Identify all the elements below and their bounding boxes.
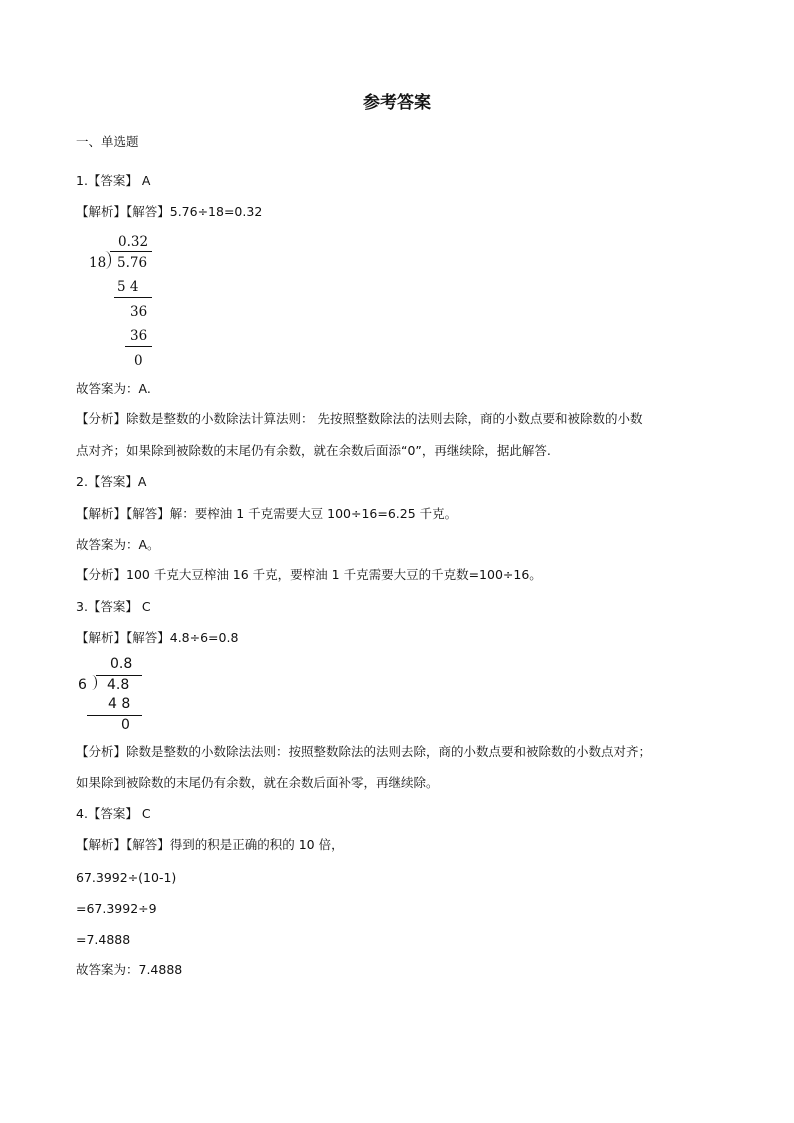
- q4-calc-line-1: 67.3992÷(10-1): [76, 870, 177, 885]
- q4-answer: 4.【答案】 C: [76, 806, 151, 821]
- q1-division-bar: [110, 251, 152, 252]
- q2-note: 【分析】100 千克大豆榨油 16 千克，要榨油 1 千克需要大豆的千克数=100÷16。: [76, 567, 542, 582]
- q3-quotient: 0.8: [110, 656, 133, 672]
- q2-analysis: 【解析】【解答】解：要榨油 1 千克需要大豆 100÷16=6.25 千克。: [76, 506, 458, 521]
- q1-analysis: 【解析】【解答】5.76÷18=0.32: [76, 204, 263, 219]
- q3-remainder: 0: [121, 717, 130, 733]
- q4-calc-line-2: =67.3992÷9: [76, 901, 157, 916]
- q1-subtract-line-2: [125, 346, 152, 347]
- q1-divisor: 18: [89, 255, 107, 271]
- q1-subtract-line-1: [114, 297, 152, 298]
- q4-calc-line-3: =7.4888: [76, 932, 131, 947]
- q1-dividend: 5.76: [117, 255, 148, 271]
- q1-quotient: 0.32: [118, 234, 149, 250]
- q3-product-1: 4 8: [108, 696, 131, 712]
- q3-analysis: 【解析】【解答】4.8÷6=0.8: [76, 630, 239, 645]
- q1-conclusion: 故答案为：A.: [76, 381, 151, 396]
- q4-analysis: 【解析】【解答】得到的积是正确的积的 10 倍，: [76, 837, 344, 852]
- q3-note-line-1: 【分析】除数是整数的小数除法法则：按照整数除法的法则去除，商的小数点要和被除数的小数点对齐；: [76, 744, 652, 759]
- q1-product-2: 36: [130, 328, 148, 344]
- q3-division-bracket: [90, 675, 97, 690]
- q3-dividend: 4.8: [107, 677, 130, 693]
- q1-note-line-1: 【分析】除数是整数的小数除法计算法则： 先按照整数除法的法则去除，商的小数点要和被除数的小数: [76, 411, 643, 426]
- q3-subtract-line: [87, 715, 142, 716]
- q3-division-bar: [96, 675, 142, 676]
- q1-remainder-2: 0: [134, 353, 143, 369]
- q3-divisor: 6: [78, 677, 87, 693]
- q1-remainder-1: 36: [130, 304, 148, 320]
- q4-conclusion: 故答案为：7.4888: [76, 962, 183, 977]
- page-title: 参考答案: [363, 93, 431, 113]
- section-heading: 一、单选题: [76, 134, 139, 149]
- q1-note-line-2: 点对齐；如果除到被除数的末尾仍有余数，就在余数后面添“0”，再继续除，据此解答.: [76, 443, 551, 458]
- q3-note-line-2: 如果除到被除数的末尾仍有余数，就在余数后面补零，再继续除。: [76, 775, 439, 790]
- q2-conclusion: 故答案为：A。: [76, 537, 160, 552]
- q1-product-1: 5 4: [117, 279, 139, 295]
- q3-answer: 3.【答案】 C: [76, 599, 151, 614]
- q2-answer: 2.【答案】A: [76, 474, 147, 489]
- q1-answer: 1.【答案】 A: [76, 173, 151, 188]
